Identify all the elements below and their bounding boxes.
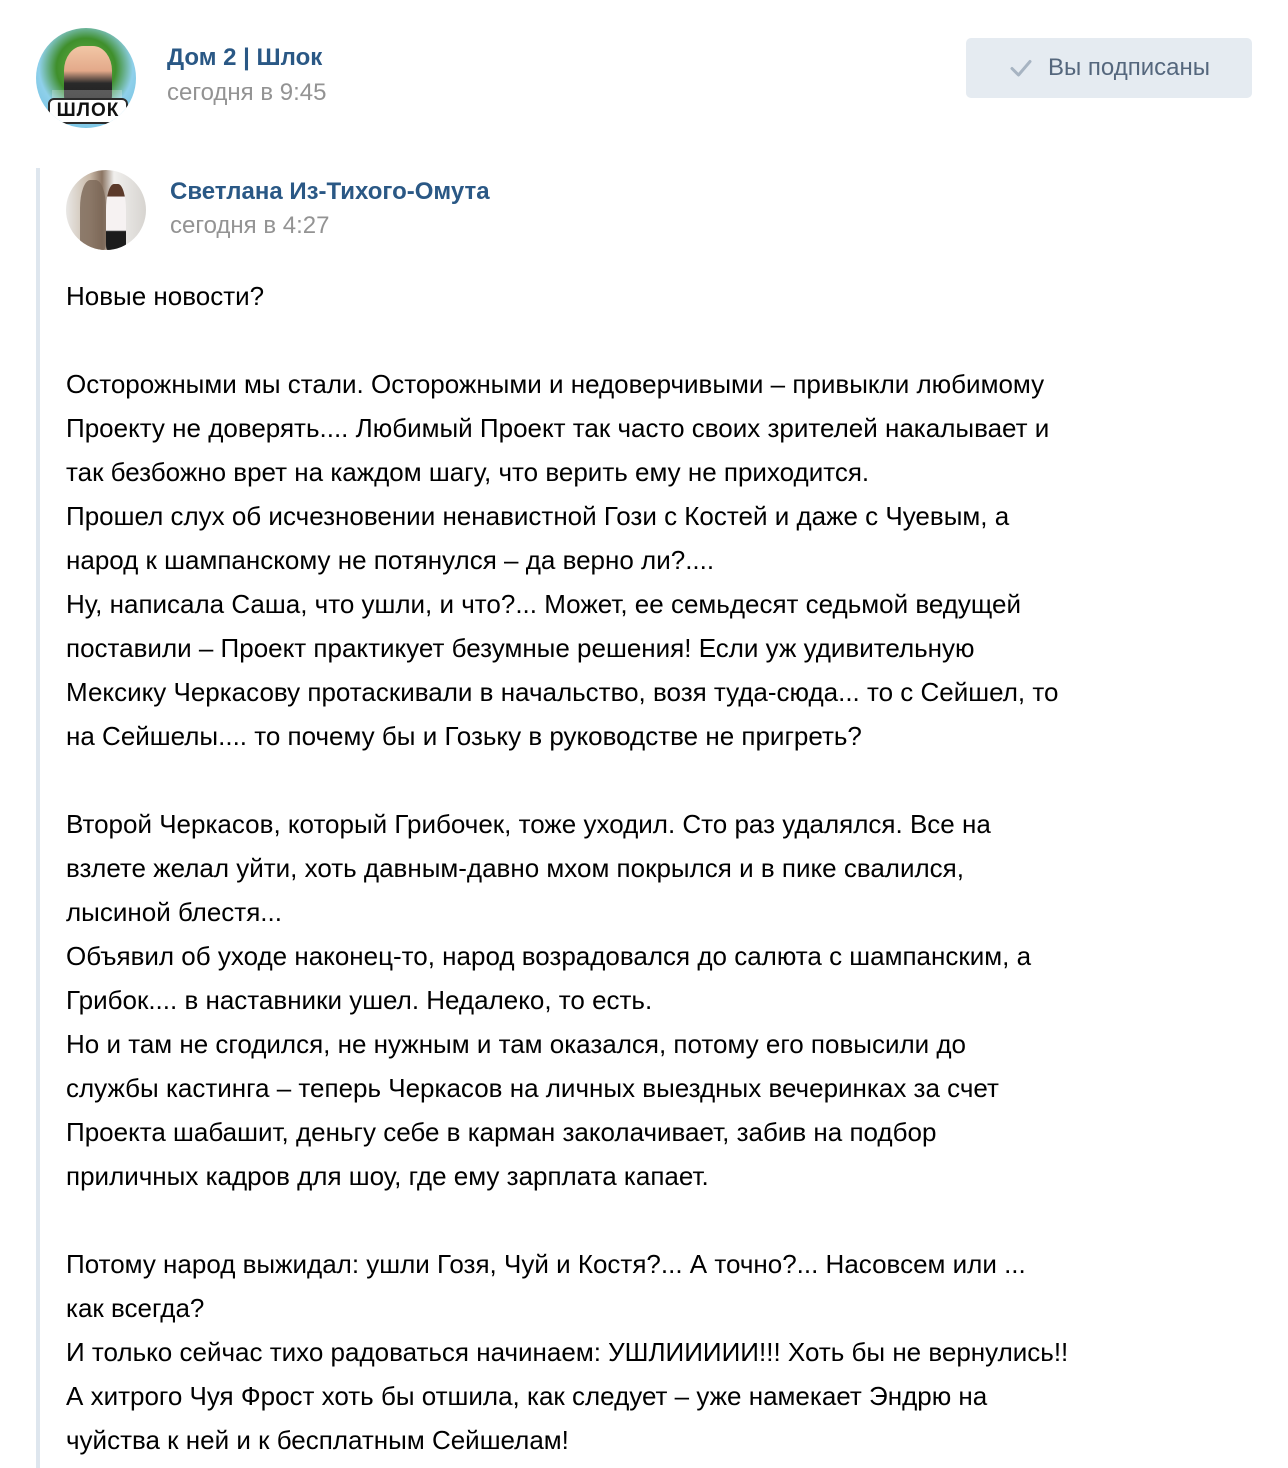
paragraph-gap: [66, 318, 1266, 362]
text-line: поставили – Проект практикует безумные решения! Если уж удивительную: [66, 633, 975, 663]
text-line: Осторожными мы стали. Осторожными и недоверчивыми – привыкли любимому: [66, 369, 1045, 399]
text-line: Новые новости?: [66, 281, 265, 311]
text-line: чуйства к ней и к бесплатным Сейшелам!: [66, 1425, 569, 1455]
repost-block: [36, 168, 1270, 1468]
avatar-shadow-figure: [80, 180, 106, 250]
text-line: на Сейшелы.... то почему бы и Гозьку в руководстве не пригреть?: [66, 721, 862, 751]
text-line: так безбожно врет на каждом шагу, что верить ему не приходится.: [66, 457, 870, 487]
text-line: Объявил об уходе наконец-то, народ возрадовался до салюта с шампанским, а: [66, 941, 1032, 971]
text-line: И только сейчас тихо радоваться начинаем: УШЛИИИИИ!!! Хоть бы не вернулись!!: [66, 1337, 1069, 1367]
paragraph-gap: [66, 1198, 1266, 1242]
text-line: лысиной блестя...: [66, 897, 282, 927]
author-name-link[interactable]: Светлана Из-Тихого-Омута: [170, 178, 490, 205]
avatar-site-strip: [52, 90, 122, 98]
paragraph: [66, 1242, 1266, 1462]
paragraph: [66, 802, 1266, 1198]
text-line: приличных кадров для шоу, где ему зарплата капает.: [66, 1161, 709, 1191]
text-line: А хитрого Чуя Фрост хоть бы отшила, как следует – уже намекает Эндрю на: [66, 1381, 988, 1411]
avatar-person-figure: [106, 184, 126, 250]
text-line: Мексику Черкасову протаскивали в начальство, возя туда-сюда... то с Сейшел, то: [66, 677, 1059, 707]
text-line: взлете желал уйти, хоть давным-давно мхом покрылся и в пике свалился,: [66, 853, 964, 883]
avatar-logo: ШЛОК: [48, 98, 128, 124]
subscribed-button[interactable]: [966, 38, 1252, 98]
text-line: Прошел слух об исчезновении ненавистной Гози с Костей и даже с Чуевым, а: [66, 501, 1010, 531]
text-line: службы кастинга – теперь Черкасов на личных выездных вечеринках за счет: [66, 1073, 999, 1103]
subscribed-button-label: Вы подписаны: [1048, 54, 1210, 81]
text-line: Грибок.... в наставники ушел. Недалеко, то есть.: [66, 985, 653, 1015]
paragraph: [66, 362, 1266, 758]
text-line: Проекта шабашит, деньгу себе в карман заколачивает, забив на подбор: [66, 1117, 937, 1147]
text-line: народ к шампанскому не потянулся – да верно ли?....: [66, 545, 715, 575]
group-name-link[interactable]: Дом 2 | Шлок: [167, 44, 323, 71]
text-line: Потому народ выжидал: ушли Гозя, Чуй и Костя?... А точно?... Насовсем или ...: [66, 1249, 1026, 1279]
text-line: Но и там не сгодился, не нужным и там оказался, потому его повысили до: [66, 1029, 967, 1059]
text-line: Второй Черкасов, который Грибочек, тоже уходил. Сто раз удалялся. Все на: [66, 809, 991, 839]
post-time-link[interactable]: сегодня в 9:45: [167, 79, 327, 106]
text-line: Проекту не доверять.... Любимый Проект так часто своих зрителей накалывает и: [66, 413, 1050, 443]
post-header: [36, 28, 1252, 128]
group-avatar[interactable]: [36, 28, 136, 128]
text-line: Ну, написала Саша, что ушли, и что?... Может, ее семьдесят седьмой ведущей: [66, 589, 1022, 619]
repost-time-link[interactable]: сегодня в 4:27: [170, 212, 330, 239]
paragraph: [66, 274, 1266, 318]
text-line: как всегда?: [66, 1293, 205, 1323]
paragraph-gap: [66, 758, 1266, 802]
check-icon: [1008, 55, 1034, 81]
author-avatar[interactable]: [66, 170, 146, 250]
post-text: [66, 274, 1266, 1462]
